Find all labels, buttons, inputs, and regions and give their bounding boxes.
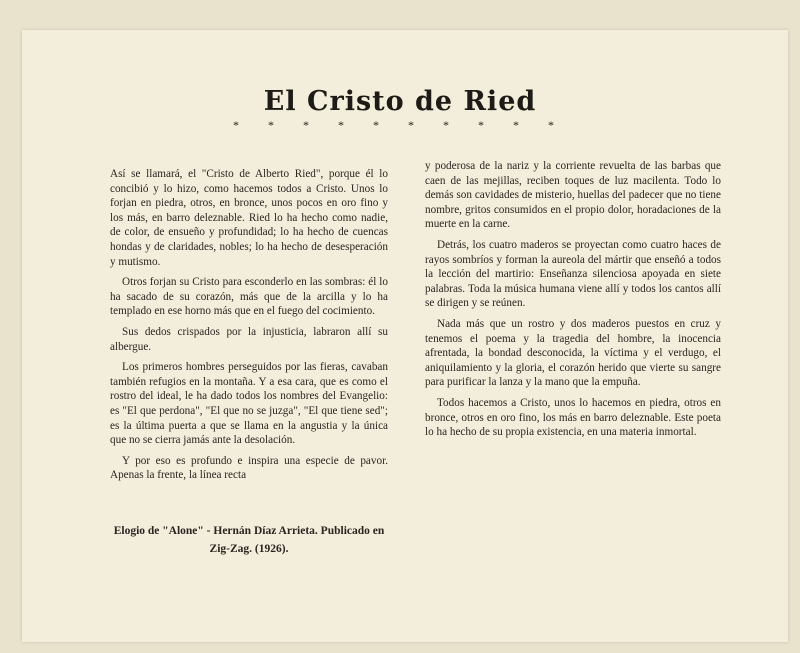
paragraph: Todos hacemos a Cristo, unos lo hacemos en piedra, otros en bronce, otros en oro fino, los más en barro deleznable. Este poeta lo ha hecho de su propia existencia, en una materia inmortal. bbox=[425, 396, 721, 439]
right-column bbox=[425, 159, 721, 446]
paragraph: Sus dedos crispados por la injusticia, labraron allí su albergue. bbox=[110, 325, 388, 353]
document-title: El Cristo de Ried bbox=[263, 86, 537, 117]
paragraph: Nada más que un rostro y dos maderos puestos en cruz y tenemos el poema y la tragedia del hombre, la inocencia afrentada, la bondad desconocida, la víctima y el verdugo, el aniquilamiento y la gloria, el corazón herido que vierte su sangre para purificar la lanza y la mano que la empuña. bbox=[425, 317, 721, 389]
source-credit: Elogio de "Alone" - Hernán Díaz Arrieta. Publicado en Zig-Zag. (1926). bbox=[113, 525, 385, 555]
left-column bbox=[110, 167, 388, 489]
title-ornament: * * * * * * * * * * bbox=[233, 118, 567, 132]
paragraph: Detrás, los cuatro maderos se proyectan como cuatro haces de rayos sombríos y forman la aureola del mártir que enseñó a todos la lección del martirio: Enseñanza silenciosa apoyada en siete palabras. Toda la música humana viene allí y todos los cantos allí se dirigen y se reúnen. bbox=[425, 238, 721, 310]
paragraph: Los primeros hombres perseguidos por las fieras, cavaban también refugios en la montaña. Y a esa cara, que es como el rostro del ideal, le ha dado todos los nombres del Evangelio: es "El que perdona", "El que no se juzga", "El que tiene sed"; es la última puerta a que se llama en la angustia y la única que no se cierra jamás ante la desolación. bbox=[110, 361, 388, 447]
paragraph: Así se llamará, el "Cristo de Alberto Ried", porque él lo concibió y lo hizo, como hacemos todos a Cristo. Unos lo forjan en piedra, otros, en bronce, unos pocos en oro fino y los más, en barro deleznable. Ried lo ha hecho como nadie, de color, de ensueño y profundidad; lo ha hecho de cuencas hondas y de claridades, nobles; lo ha hecho de desesperación y mutismo. bbox=[110, 168, 388, 268]
paragraph: Y por eso es profundo e inspira una especie de pavor. Apenas la frente, la línea recta bbox=[110, 454, 388, 482]
paragraph: y poderosa de la nariz y la corriente revuelta de las barbas que caen de las mejillas, reciben toques de luz macilenta. Todo lo demás son cavidades de misterio, huellas del padecer que no tiene nombre, gritos consumidos en el propio dolor, horadaciones de la muerte en la carne. bbox=[425, 160, 721, 231]
paragraph: Otros forjan su Cristo para esconderlo en las sombras: él lo ha sacado de su corazón, más que de la arcilla y lo ha templado en ese horno más que en el fuego del cocimiento. bbox=[110, 276, 388, 318]
